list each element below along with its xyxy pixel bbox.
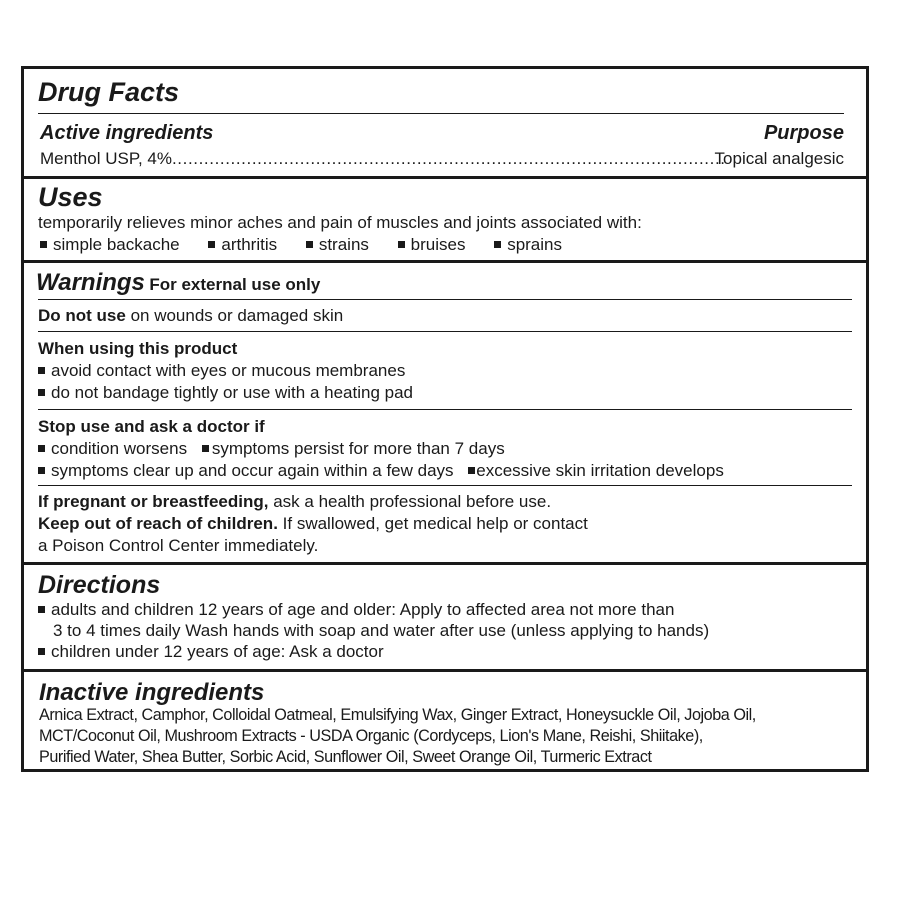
- do-not-use-text: on wounds or damaged skin: [125, 306, 344, 325]
- list-item: do not bandage tightly or use with a heating pad: [38, 382, 413, 404]
- list-item: strains: [304, 235, 369, 254]
- active-ingredient-row: [40, 148, 844, 170]
- warnings-heading: Warnings: [36, 269, 145, 296]
- when-using-block: [38, 331, 852, 410]
- keep-out-label: Keep out of reach of children.: [38, 514, 278, 533]
- when-using-heading: When using this product: [38, 339, 238, 358]
- uses-heading: Uses: [38, 182, 103, 212]
- bullet-icon: [38, 367, 45, 374]
- pregnant-text: ask a health professional before use.: [268, 492, 552, 511]
- list-item: bruises: [396, 235, 466, 254]
- stop-use-block: [38, 409, 852, 486]
- inactive-ingredients-section: [24, 669, 866, 775]
- warnings-section: [24, 260, 866, 562]
- bullet-icon: [494, 241, 501, 248]
- list-item: symptoms persist for more than 7 days: [202, 439, 505, 458]
- inactive-ingredients-heading: Inactive ingredients: [39, 679, 265, 706]
- warnings-header: [36, 268, 320, 298]
- directions-section: [24, 562, 866, 669]
- list-item-continued: 3 to 4 times daily Wash hands with soap and water after use (unless applying to hands): [53, 621, 710, 640]
- list-item: children under 12 years of age: Ask a doctor: [38, 641, 384, 663]
- bullet-icon: [38, 606, 45, 613]
- inactive-ingredients-line: Purified Water, Shea Butter, Sorbic Acid, Sunflower Oil, Sweet Orange Oil, Turmeric Extract: [39, 748, 652, 766]
- bullet-icon: [40, 241, 47, 248]
- drug-facts-panel: [21, 66, 869, 772]
- bullet-icon: [38, 648, 45, 655]
- bullet-icon: [38, 445, 45, 452]
- pregnant-label: If pregnant or breastfeeding,: [38, 492, 269, 511]
- list-item: condition worsens: [38, 439, 187, 458]
- purpose-heading: Purpose: [763, 122, 844, 144]
- list-item: sprains: [492, 235, 562, 254]
- uses-intro: temporarily relieves minor aches and pain of muscles and joints associated with:: [38, 213, 642, 232]
- active-ingredients-section: [38, 113, 844, 176]
- list-item: excessive skin irritation develops: [468, 461, 724, 480]
- bullet-icon: [468, 467, 475, 474]
- warnings-subheading: For external use only: [149, 275, 321, 294]
- list-item: adults and children 12 years of age and older: Apply to affected area not more than: [38, 599, 674, 621]
- list-item: symptoms clear up and occur again within a few days: [38, 461, 454, 480]
- inactive-ingredients-line: MCT/Coconut Oil, Mushroom Extracts - USDA Organic (Cordyceps, Lion's Mane, Reishi, Shiitake),: [39, 727, 703, 745]
- list-item: arthritis: [206, 235, 277, 254]
- do-not-use-label: Do not use: [38, 306, 126, 325]
- keep-out-text: If swallowed, get medical help or contact: [277, 514, 588, 533]
- bullet-icon: [202, 445, 209, 452]
- drug-facts-title: Drug Facts: [38, 77, 180, 107]
- bullet-icon: [38, 389, 45, 396]
- inactive-ingredients-line: Arnica Extract, Camphor, Colloidal Oatmeal, Emulsifying Wax, Ginger Extract, Honeysuckle Oil, Jojoba Oil,: [39, 706, 756, 724]
- bullet-icon: [306, 241, 313, 248]
- active-purpose: Topical analgesic: [714, 149, 844, 168]
- pregnancy-children-block: [38, 485, 852, 562]
- bullet-icon: [208, 241, 215, 248]
- uses-section: [24, 176, 866, 260]
- dot-leader: ........................................................................................................: [171, 149, 726, 168]
- do-not-use-block: [38, 299, 852, 332]
- list-item: simple backache: [38, 235, 180, 254]
- stop-use-heading: Stop use and ask a doctor if: [38, 417, 265, 436]
- active-ingredient: Menthol USP, 4%: [40, 149, 172, 168]
- bullet-icon: [38, 467, 45, 474]
- bullet-icon: [398, 241, 405, 248]
- directions-heading: Directions: [38, 571, 161, 599]
- keep-out-text-continued: a Poison Control Center immediately.: [38, 536, 319, 555]
- list-item: avoid contact with eyes or mucous membranes: [38, 360, 405, 382]
- title-section: [24, 69, 866, 113]
- active-ingredients-heading: Active ingredients: [40, 122, 214, 144]
- uses-list: [38, 234, 562, 256]
